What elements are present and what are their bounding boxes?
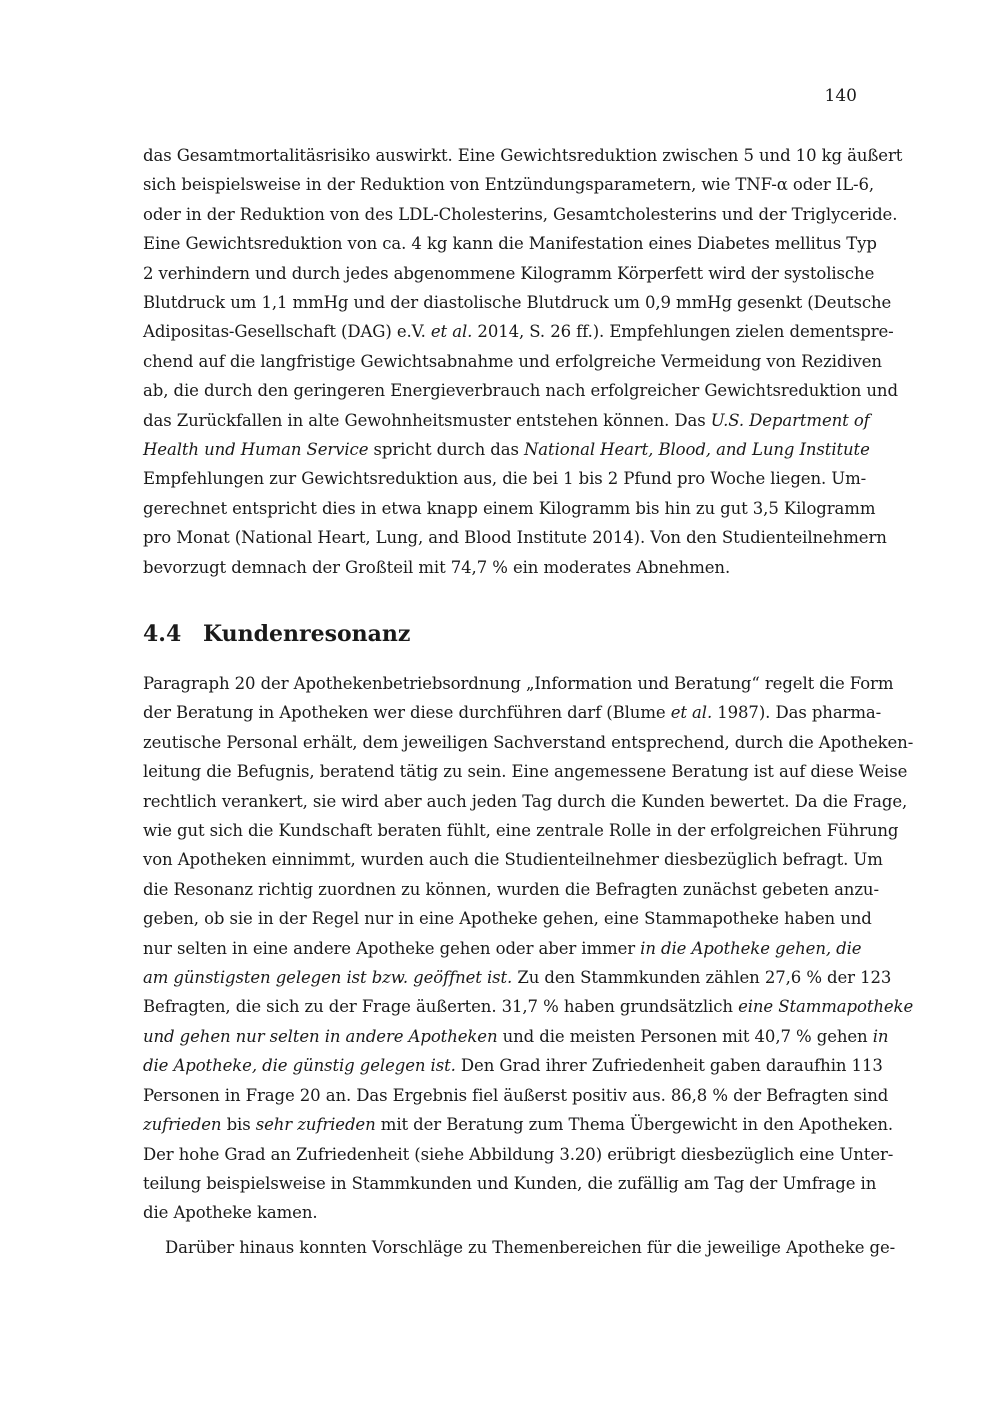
body-paragraph-top: [143, 141, 903, 582]
text-segment: mit der Beratung zum Thema Übergewicht in den Apotheken.: [375, 1115, 894, 1135]
text-line: [143, 553, 857, 582]
text-line: [143, 347, 882, 376]
text-line: [143, 464, 867, 493]
text-segment: 1987). Das pharma-: [712, 703, 882, 723]
italic-text: und gehen nur selten in andere Apotheken: [143, 1026, 498, 1046]
text-line: [143, 875, 879, 904]
italic-text: am günstigsten gelegen ist bzw. geöffnet ist.: [143, 968, 513, 988]
text-line: [143, 963, 892, 992]
text-line: [143, 728, 914, 757]
text-segment: Befragten, die sich zu der Frage äußerten. 31,7 % haben grundsätzlich: [143, 997, 739, 1017]
text-line: [143, 229, 877, 258]
text-segment: ab, die durch den geringeren Energieverbrauch nach erfolgreicher Gewichtsreduktion und: [143, 381, 898, 401]
body-paragraph-section-1: [143, 669, 914, 1228]
italic-text: in die Apotheke gehen, die: [640, 938, 862, 958]
italic-text: Health und Human Service: [143, 440, 369, 460]
text-line: [143, 816, 899, 845]
paragraph: [143, 669, 914, 1228]
text-segment: Empfehlungen zur Gewichtsreduktion aus, die bei 1 bis 2 Pfund pro Woche liegen. Um-: [143, 469, 867, 489]
text-segment: pro Monat (National Heart, Lung, and Blood Institute 2014). Von den Studienteilnehmern: [143, 528, 887, 548]
text-segment: bis: [221, 1115, 256, 1135]
italic-text: National Heart, Blood, and Lung Institute: [523, 440, 870, 460]
text-segment: geben, ob sie in der Regel nur in eine Apotheke gehen, eine Stammapotheke haben und: [143, 909, 872, 929]
text-segment: die Resonanz richtig zuordnen zu können, wurden die Befragten zunächst gebeten anzu-: [143, 879, 879, 899]
text-line: [143, 200, 898, 229]
text-line: [143, 904, 872, 933]
text-segment: die Apotheke kamen.: [143, 1203, 318, 1223]
text-line: [143, 435, 870, 464]
text-segment: leitung die Befugnis, beratend tätig zu sein. Eine angemessene Beratung ist auf diese Weise: [143, 762, 908, 782]
text-segment: nur selten in eine andere Apotheke gehen oder aber immer: [143, 938, 641, 958]
text-segment: chend auf die langfristige Gewichtsabnahme und erfolgreiche Vermeidung von Rezidiven: [143, 351, 882, 371]
text-line: [143, 317, 894, 346]
text-line: [143, 934, 862, 963]
text-segment: gerechnet entspricht dies in etwa knapp einem Kilogramm bis hin zu gut 3,5 Kilogramm: [143, 498, 876, 518]
text-line: [143, 1140, 894, 1169]
text-segment: von Apotheken einnimmt, wurden auch die Studienteilnehmer diesbezüglich befragt. Um: [143, 850, 883, 870]
italic-text: et al.: [670, 703, 713, 723]
paragraph: [143, 141, 903, 582]
italic-text: zufrieden: [143, 1115, 222, 1135]
text-segment: wie gut sich die Kundschaft beraten fühlt, eine zentrale Rolle in der erfolgreichen Führung: [143, 821, 899, 841]
text-segment: spricht durch das: [368, 440, 524, 460]
text-line: [143, 845, 883, 874]
text-segment: sich beispielsweise in der Reduktion von Entzündungsparametern, wie TNF-α oder IL-6,: [143, 175, 875, 195]
text-line: [143, 170, 875, 199]
italic-text: U.S. Department of: [710, 410, 870, 430]
text-segment: bevorzugt demnach der Großteil mit 74,7 % ein moderates Abnehmen.: [143, 557, 731, 577]
text-segment: der Beratung in Apotheken wer diese durchführen darf (Blume: [143, 703, 671, 723]
italic-text: sehr zufrieden: [255, 1115, 376, 1135]
text-line: [143, 288, 892, 317]
text-segment: 2 verhindern und durch jedes abgenommene Kilogramm Körperfett wird der systolische: [143, 263, 875, 283]
page-number: 140: [824, 86, 857, 106]
text-segment: Eine Gewichtsreduktion von ca. 4 kg kann die Manifestation eines Diabetes mellitus Typ: [143, 234, 877, 254]
text-segment: und die meisten Personen mit 40,7 % gehen: [497, 1026, 873, 1046]
text-segment: Zu den Stammkunden zählen 27,6 % der 123: [512, 968, 892, 988]
text-line: [143, 1233, 896, 1262]
text-line: [143, 259, 875, 288]
text-segment: Adipositas-Gesellschaft (DAG) e.V.: [143, 322, 431, 342]
text-line: [143, 992, 914, 1021]
text-segment: zeutische Personal erhält, dem jeweiligen Sachverstand entsprechend, durch die Apotheken-: [143, 732, 914, 752]
text-segment: das Zurückfallen in alte Gewohnheitsmuster entstehen können. Das: [143, 410, 711, 430]
italic-text: et al.: [430, 322, 473, 342]
section-title: Kundenresonanz: [203, 621, 411, 647]
italic-text: die Apotheke, die günstig gelegen ist.: [143, 1056, 456, 1076]
text-segment: teilung beispielsweise in Stammkunden und Kunden, die zufällig am Tag der Umfrage in: [143, 1173, 877, 1193]
italic-text: in: [872, 1026, 889, 1046]
text-line: [143, 494, 876, 523]
text-line: [143, 406, 870, 435]
text-line: [143, 1198, 857, 1227]
text-line: [143, 1051, 883, 1080]
text-segment: Personen in Frage 20 an. Das Ergebnis fiel äußerst positiv aus. 86,8 % der Befragten sind: [143, 1085, 889, 1105]
body-paragraph-section-2: [143, 1233, 896, 1262]
text-segment: Darüber hinaus konnten Vorschläge zu Themenbereichen für die jeweilige Apotheke ge-: [165, 1238, 896, 1257]
text-segment: oder in der Reduktion von des LDL-Cholesterins, Gesamtcholesterins und der Triglyceride.: [143, 204, 898, 224]
text-line: [143, 1022, 889, 1051]
text-line: [143, 1169, 877, 1198]
text-segment: Den Grad ihrer Zufriedenheit gaben daraufhin 113: [455, 1056, 883, 1076]
paragraph: [143, 1233, 896, 1262]
text-line: [143, 523, 887, 552]
text-line: [143, 698, 882, 727]
text-line: [143, 1081, 889, 1110]
text-segment: Blutdruck um 1,1 mmHg und der diastolische Blutdruck um 0,9 mmHg gesenkt (Deutsche: [143, 293, 892, 313]
text-line: [143, 669, 894, 698]
text-line: [143, 757, 908, 786]
text-line: [143, 1110, 894, 1139]
text-segment: rechtlich verankert, sie wird aber auch jeden Tag durch die Kunden bewertet. Da die Frage,: [143, 791, 908, 811]
text-segment: Paragraph 20 der Apothekenbetriebsordnung „Information und Beratung“ regelt die Form: [143, 674, 894, 693]
text-line: [143, 141, 903, 170]
text-segment: Der hohe Grad an Zufriedenheit (siehe Abbildung 3.20) erübrigt diesbezüglich eine Unter-: [143, 1144, 894, 1164]
section-number: 4.4: [143, 621, 182, 647]
section-heading: [143, 618, 857, 650]
text-segment: 2014, S. 26 ff.). Empfehlungen zielen dementspre-: [472, 322, 894, 342]
italic-text: eine Stammapotheke: [738, 997, 914, 1017]
text-segment: das Gesamtmortalitäsrisiko auswirkt. Eine Gewichtsreduktion zwischen 5 und 10 kg äußert: [143, 146, 903, 165]
text-line: [143, 376, 898, 405]
text-line: [143, 787, 908, 816]
